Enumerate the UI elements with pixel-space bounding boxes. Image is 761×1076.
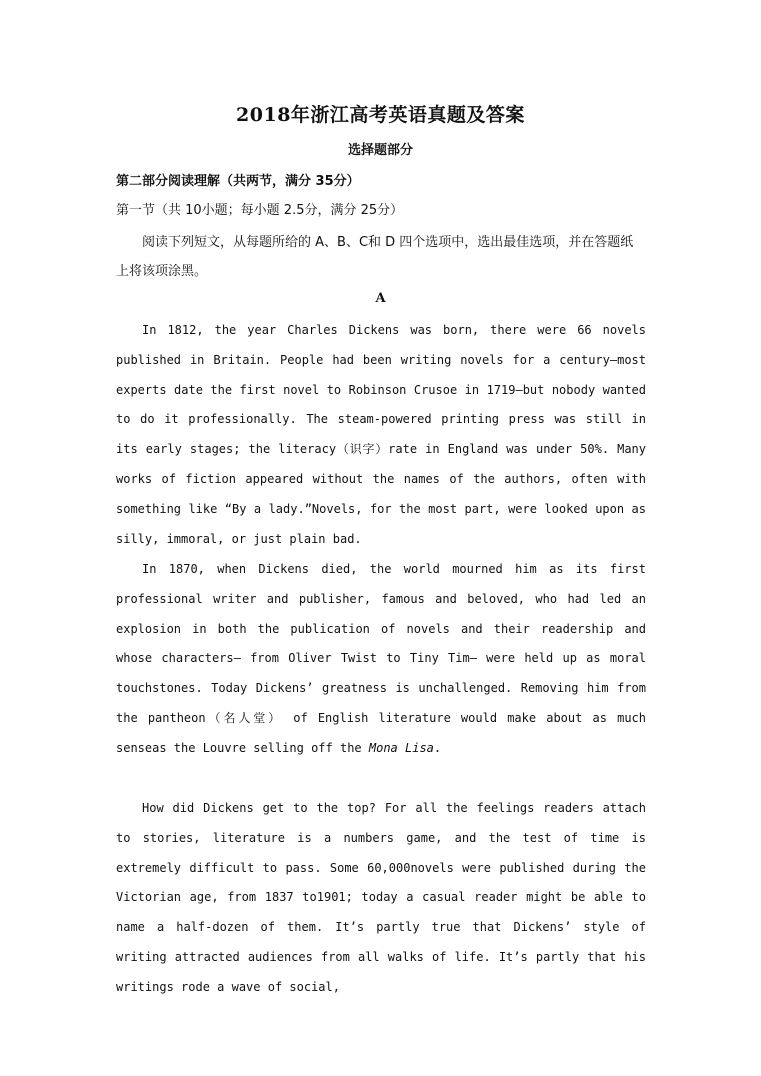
paragraph-2-end: . [433, 740, 442, 755]
instructions: 阅读下列短文，从每题所给的 A、B、C和 D 四个选项中，选出最佳选项，并在答题纸上将该项涂黑。 [116, 235, 634, 279]
paragraph-3: How did Dickens get to the top? For all the feelings readers attach to stories, literature is a numbers game, and the test of time is extremely difficult to pass. Some 60,000novels were published during the Victorian age, from 1837 to1901; today a casual reader might be able to name a half-dozen of them. It’s partly true that Dickens’ style of writing attracted audiences from all walks of life. It’s partly that his writings rode a wave of social, [116, 801, 646, 994]
section-heading: 第一节（共 10小题；每小题 2.5分，满分 25分） [116, 203, 404, 218]
passage-letter: A [375, 291, 386, 306]
part-heading: 第二部分阅读理解（共两节，满分 35分） [116, 174, 360, 189]
paragraph-2 [116, 555, 646, 764]
paragraph-2-italic: Mona Lisa [368, 740, 434, 755]
paragraph-1: In 1812, the year Charles Dickens was born, there were 66 novels published in Britain. People had been writing novels for a century—most experts date the first novel to Robinson Crusoe in 1719—but nobody wanted to do it professionally. The steam-powered printing press was still in its early stages; the literacy（识字）rate in England was under 50%. Many works of fiction appeared without the names of the authors, often with something like “By a lady.”Novels, for the most part, were looked upon as silly, immoral, or just plain bad. [116, 323, 646, 546]
document-title: 2018年浙江高考英语真题及答案 [236, 104, 525, 126]
document-subtitle: 选择题部分 [347, 143, 413, 158]
paragraph-2-text: In 1870, when Dickens died, the world mourned him as its first professional writer and publisher, famous and beloved, who had led an explosion in both the publication of novels and their readership and whose characters— from Oliver Twist to Tiny Tim— were held up as moral touchstones. Today Dickens’ greatness is unchallenged. Removing him from the pantheon（名人堂） of English literature would make about as much senseas the Louvre selling off the [116, 562, 646, 755]
